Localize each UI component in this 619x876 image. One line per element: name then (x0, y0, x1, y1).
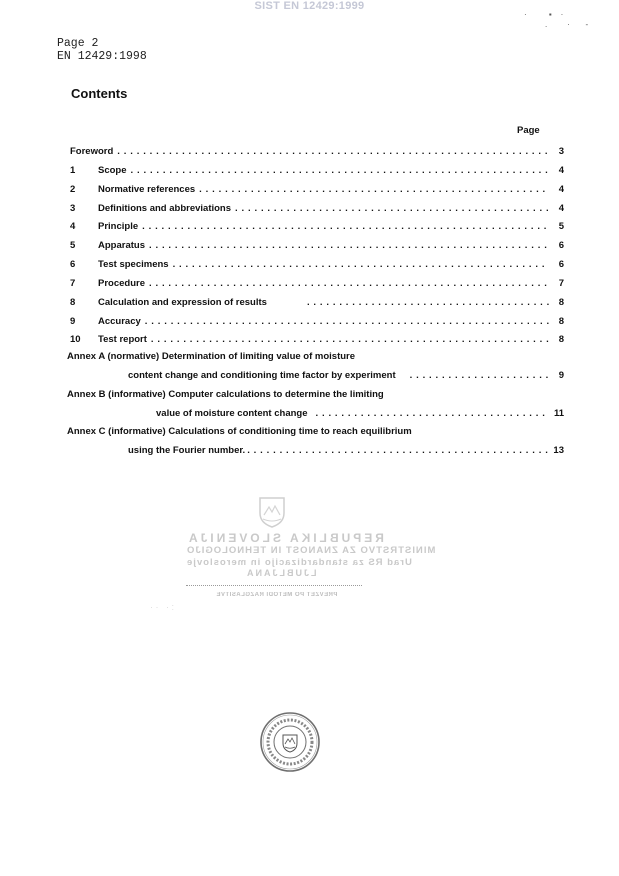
annex-a-title: Annex A (normative) Determination of limiting value of moisture (67, 351, 356, 362)
toc-leader (149, 275, 549, 289)
scan-specks-3: · · · : (150, 602, 174, 612)
toc-leader (149, 237, 549, 251)
toc-row-4 (70, 218, 564, 232)
toc-label: Test specimens (98, 259, 169, 270)
toc-label: Principle (98, 221, 139, 232)
toc-page: 4 (558, 165, 564, 176)
toc-label: Apparatus (98, 240, 145, 251)
toc-page: 4 (558, 203, 564, 214)
toc-leader (247, 442, 549, 456)
toc-row-10 (70, 331, 564, 345)
toc-label: Foreword (70, 146, 114, 157)
toc-row-5 (70, 237, 564, 251)
annex-b-row (156, 405, 564, 419)
toc-label: value of moisture content change (156, 408, 308, 419)
toc-label: Accuracy (98, 316, 141, 327)
stamp-line-5: PREVZET PO METODI RAZGLASITVE (216, 592, 338, 598)
toc-page: 6 (558, 240, 564, 251)
toc-page: 13 (553, 445, 564, 456)
toc-leader (235, 200, 549, 214)
toc-leader (151, 331, 549, 345)
toc-page: 7 (558, 278, 564, 289)
contents-title: Contents (71, 86, 128, 101)
scan-specks: · ▪ · (524, 10, 564, 19)
page-column-label: Page (517, 125, 540, 136)
toc-label: Test report (98, 334, 147, 345)
toc-number: 9 (70, 316, 76, 327)
toc-leader (199, 181, 549, 195)
toc-number: 5 (70, 240, 76, 251)
stamp-line-3: Urad RS za standardizacijo in meroslovje (186, 557, 412, 568)
toc-row-8 (70, 294, 564, 308)
toc-label: Calculation and expression of results (98, 297, 267, 308)
toc-number: 4 (70, 221, 76, 232)
toc-page: 8 (558, 297, 564, 308)
watermark: SIST EN 12429:1999 (254, 0, 365, 12)
toc-row-1 (70, 162, 564, 176)
toc-leader (145, 313, 549, 327)
toc-row-2 (70, 181, 564, 195)
toc-leader (307, 294, 549, 308)
toc-page: 5 (558, 221, 564, 232)
toc-row-9 (70, 313, 564, 327)
toc-number: 2 (70, 184, 76, 195)
scan-specks-2: . · - (545, 20, 589, 29)
toc-label: using the Fourier number. (128, 445, 246, 456)
toc-leader (316, 405, 550, 419)
toc-leader (117, 143, 549, 157)
stamp-dotted-line (186, 585, 362, 586)
toc-page: 9 (558, 370, 564, 381)
toc-number: 6 (70, 259, 76, 270)
toc-leader (131, 162, 549, 176)
toc-page: 11 (553, 408, 564, 419)
annex-c-row (128, 442, 564, 456)
toc-page: 6 (558, 259, 564, 270)
page-number: Page 2 (57, 37, 99, 50)
toc-row-7 (70, 275, 564, 289)
round-seal-icon (258, 710, 322, 774)
toc-number: 10 (70, 334, 81, 345)
toc-row-foreword (70, 143, 564, 157)
toc-number: 8 (70, 297, 76, 308)
stamp-emblem-icon (257, 495, 287, 529)
stamp-line-4: LJUBLJANA (245, 568, 317, 578)
toc-page: 4 (558, 184, 564, 195)
stamp-line-1: REPUBLIKA SLOVENIJA (186, 531, 384, 545)
toc-leader (410, 367, 549, 381)
standard-id: EN 12429:1998 (57, 50, 147, 63)
toc-page: 8 (558, 316, 564, 327)
toc-label: content change and conditioning time factor by experiment (128, 370, 396, 381)
toc-label: Procedure (98, 278, 145, 289)
annex-c-title: Annex C (informative) Calculations of conditioning time to reach equilibrium (67, 426, 412, 437)
toc-row-6 (70, 256, 564, 270)
toc-label: Scope (98, 165, 127, 176)
toc-number: 7 (70, 278, 76, 289)
toc-label: Definitions and abbreviations (98, 203, 232, 214)
toc-leader (142, 218, 549, 232)
annex-b-title: Annex B (informative) Computer calculations to determine the limiting (67, 389, 384, 400)
toc-leader (173, 256, 549, 270)
annex-a-row (128, 367, 564, 381)
stamp-line-2: MINISTRSTVO ZA ZNANOST IN TEHNOLOGIJO (186, 545, 436, 556)
toc-number: 3 (70, 203, 76, 214)
toc-row-3 (70, 200, 564, 214)
toc-page: 8 (558, 334, 564, 345)
toc-page: 3 (558, 146, 564, 157)
toc-number: 1 (70, 165, 76, 176)
toc-label: Normative references (98, 184, 196, 195)
